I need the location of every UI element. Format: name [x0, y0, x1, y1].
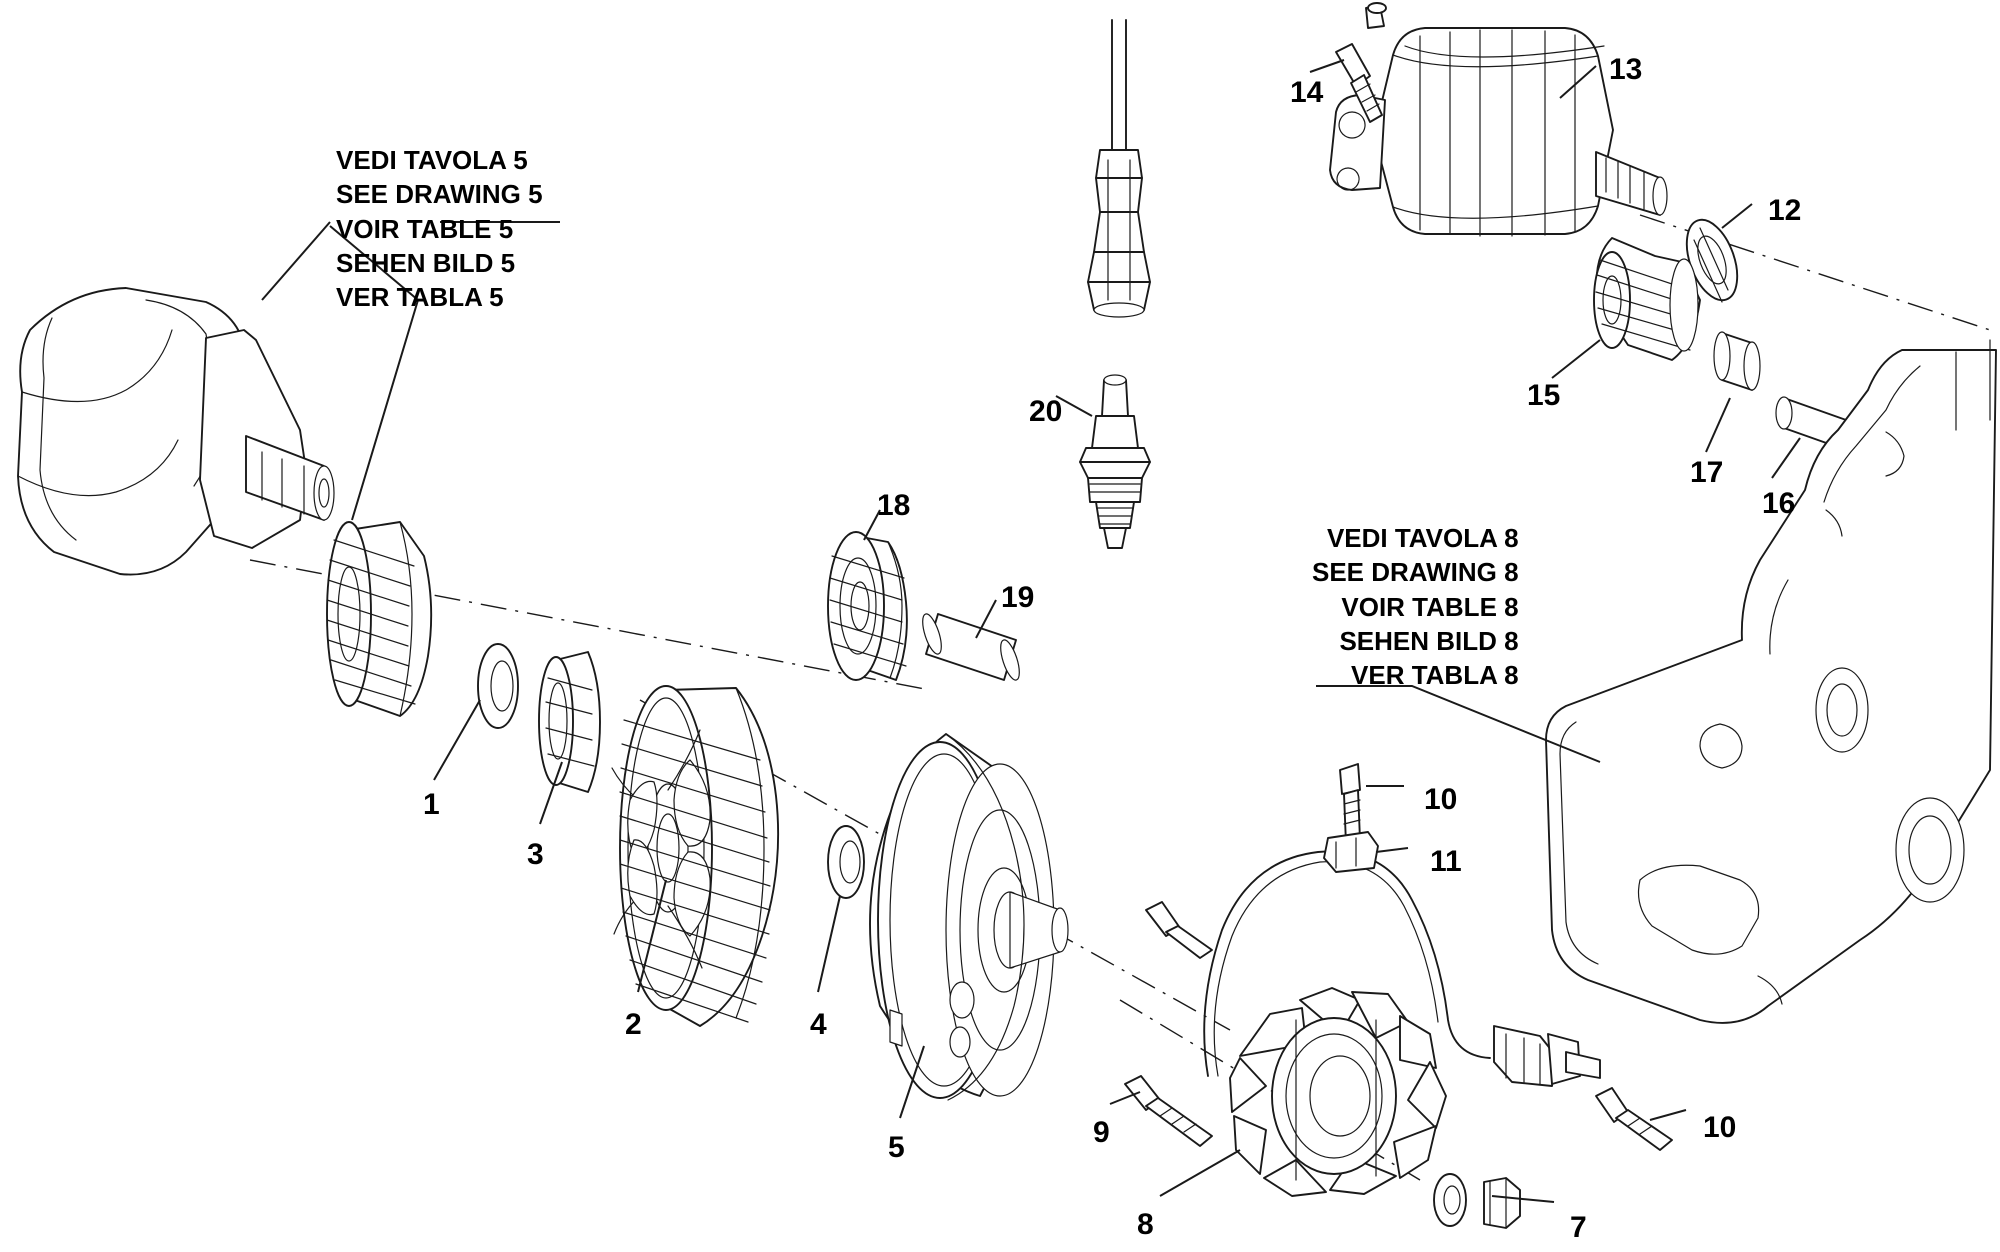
- part-10-bolt-upper: [1324, 764, 1378, 872]
- part-spark-plug-cap: [1088, 20, 1150, 317]
- note-line: VEDI TAVOLA 5: [336, 145, 528, 175]
- callout-13: 13: [1609, 53, 1643, 86]
- callout-19: 19: [1001, 581, 1035, 614]
- part-1-drive-gear: [327, 522, 431, 716]
- part-17-bushing: [1714, 332, 1760, 390]
- part-crankshaft: [18, 288, 334, 575]
- part-13-starter-motor: [1330, 3, 1667, 236]
- part-15-starter-gear: [1594, 238, 1700, 360]
- callout-1: 1: [423, 788, 440, 821]
- note-line: VER TABLA 8: [1351, 660, 1519, 691]
- part-8-stator: [1230, 988, 1446, 1196]
- callout-2: 2: [625, 1008, 642, 1041]
- note-see-drawing-5: [336, 143, 543, 315]
- callout-10-lower: 10: [1703, 1111, 1737, 1144]
- callout-10-upper: 10: [1424, 783, 1458, 816]
- callout-16: 16: [1762, 487, 1796, 520]
- note-line: VEDI TAVOLA 8: [1326, 523, 1519, 553]
- note-line: VER TABLA 5: [336, 282, 504, 313]
- callout-12: 12: [1768, 194, 1802, 227]
- note-line: SEHEN BILD 5: [336, 247, 516, 278]
- note-line: SEE DRAWING 5: [336, 179, 543, 210]
- callout-9: 9: [1093, 1116, 1110, 1149]
- part-bolt-flywheel-right: [1146, 902, 1212, 958]
- callout-15: 15: [1527, 379, 1561, 412]
- callout-7: 7: [1570, 1211, 1587, 1244]
- part-2-ring-gear: [612, 686, 778, 1026]
- note-see-drawing-8: [1312, 521, 1519, 693]
- part-18-idler-gear: [828, 532, 907, 680]
- note-line: VOIR TABLE 5: [336, 213, 514, 244]
- part-20-spark-plug: [1080, 375, 1150, 548]
- callout-14: 14: [1290, 76, 1324, 109]
- part-3-bearing: [539, 652, 600, 792]
- part-9-bolt: [1125, 1076, 1212, 1146]
- callout-20: 20: [1029, 395, 1063, 428]
- part-19-pin: [919, 612, 1023, 682]
- part-1-washer: [478, 644, 518, 728]
- callout-11: 11: [1430, 845, 1462, 878]
- part-10-bolt-lower: [1596, 1088, 1672, 1150]
- callout-3: 3: [527, 838, 544, 871]
- callout-17: 17: [1690, 456, 1724, 489]
- note-line: SEHEN BILD 8: [1339, 625, 1519, 656]
- callout-5: 5: [888, 1131, 905, 1164]
- callout-4: 4: [810, 1008, 827, 1041]
- part-4-washer: [828, 826, 864, 898]
- callout-8: 8: [1137, 1208, 1154, 1241]
- callout-18: 18: [877, 489, 911, 522]
- part-5-flywheel: [870, 734, 1068, 1100]
- part-7-nut: [1434, 1174, 1520, 1228]
- note-line: SEE DRAWING 8: [1312, 557, 1519, 588]
- part-crankcase-housing: [1546, 340, 1996, 1023]
- note-line: VOIR TABLE 8: [1341, 591, 1519, 622]
